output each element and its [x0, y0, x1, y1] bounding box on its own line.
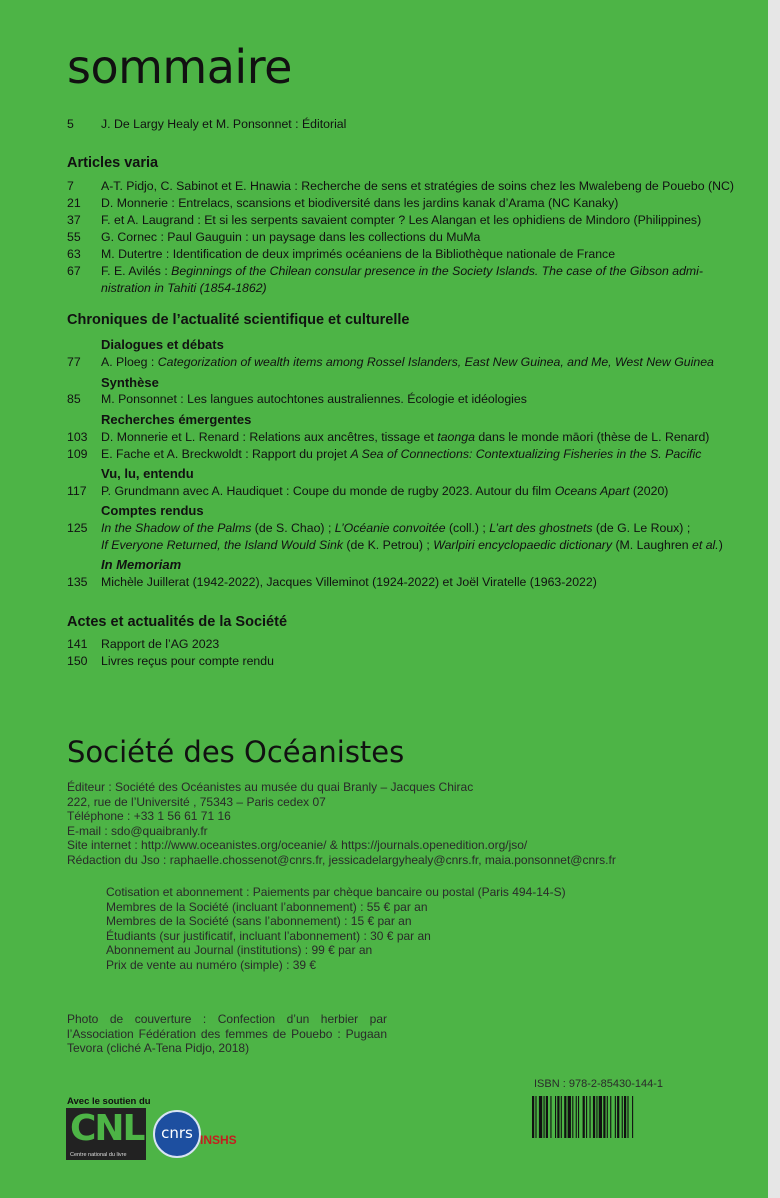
page-number: 63	[67, 247, 81, 261]
entry-text: M. Dutertre : Identification de deux imprimés océaniens de la Bibliothèque nationale de France	[101, 247, 616, 261]
entry-text: D. Monnerie et L. Renard : Relations aux ancêtres, tissage et taonga dans le monde māori (thèse de L. Renard)	[101, 430, 710, 444]
entry-text: A. Ploeg : Categorization of wealth items among Rossel Islanders, East New Guinea, and Me, West New Guinea	[101, 355, 714, 369]
fee-line: Étudiants (sur justificatif, incluant l’abonnement) : 30 € par an	[106, 928, 431, 943]
subheading-vu: Vu, lu, entendu	[101, 466, 194, 481]
page-number: 150	[67, 654, 88, 668]
subheading-synthese: Synthèse	[101, 375, 159, 390]
page-number: 67	[67, 264, 81, 278]
entry-text: D. Monnerie : Entrelacs, scansions et biodiversité dans les jardins kanak d’Arama (NC Kanaky)	[101, 196, 619, 210]
page-number: 135	[67, 575, 88, 589]
page-number: 55	[67, 230, 81, 244]
barcode-bar	[632, 1096, 633, 1138]
barcode-bar	[590, 1096, 591, 1138]
section-heading-articles: Articles varia	[67, 155, 159, 171]
page-number: 5	[67, 117, 74, 131]
fee-line: Membres de la Société (sans l’abonnement) : 15 € par an	[106, 914, 412, 928]
barcode-bar	[593, 1096, 595, 1138]
fee-line: Abonnement au Journal (institutions) : 99 € par an	[106, 943, 373, 957]
subheading-memoriam: In Memoriam	[101, 557, 182, 572]
entry-text: M. Ponsonnet : Les langues autochtones australiennes. Écologie et idéologies	[101, 392, 527, 406]
info-line: Éditeur : Société des Océanistes au musée du quai Branly – Jacques Chirac	[67, 780, 474, 794]
page-number: 141	[67, 637, 88, 651]
page-number: 109	[67, 447, 88, 461]
barcode-bar	[578, 1096, 579, 1138]
barcode-bar	[557, 1096, 559, 1138]
entry-text: P. Grundmann avec A. Haudiquet : Coupe du monde de rugby 2023. Autour du film Oceans Apart (2020)	[101, 484, 669, 498]
entry-text: In the Shadow of the Palms (de S. Chao) ; L’Océanie convoitée (coll.) ; L’art des ghostnets (de G. Le Roux) ;	[101, 521, 691, 535]
entry-text: A-T. Pidjo, C. Sabinot et E. Hnawia : Recherche de sens et stratégies de soins chez les Mwalebeng de Pouebo (NC)	[101, 179, 734, 193]
support-label: Avec le soutien du	[67, 1096, 151, 1107]
info-line: Rédaction du Jso : raphaelle.chossenot@cnrs.fr, jessicadelargyhealy@cnrs.fr, maia.ponsonnet@cnrs.fr	[67, 852, 616, 867]
barcode-bar	[624, 1096, 626, 1138]
barcode-bar	[596, 1096, 597, 1138]
page-number: 37	[67, 213, 81, 227]
inshs-logo: INSHS	[200, 1133, 237, 1147]
cnrs-logo: cnrs	[153, 1110, 201, 1158]
subheading-comptes: Comptes rendus	[101, 503, 204, 518]
page-number: 117	[67, 484, 87, 498]
entry-text: F. et A. Laugrand : Et si les serpents savaient compter ? Les Alangan et les ophidiens de Mindoro (Philippines)	[101, 213, 702, 227]
barcode-bar	[627, 1096, 628, 1138]
page-number: 77	[67, 355, 81, 369]
info-line: E-mail : sdo@quaibranly.fr	[67, 823, 208, 838]
info-line: 222, rue de l’Université , 75343 – Paris cedex 07	[67, 794, 326, 809]
barcode-bar	[550, 1096, 551, 1138]
barcode	[532, 1096, 672, 1138]
entry-text: Rapport de l’AG 2023	[101, 637, 220, 651]
entry-text: E. Fache et A. Breckwoldt : Rapport du projet A Sea of Connections: Contextualizing Fisheries in the S. Pacific	[101, 447, 702, 461]
barcode-bar	[544, 1096, 545, 1138]
page-number: 21	[67, 196, 81, 210]
info-line: Site internet : http://www.oceanistes.org/oceanie/ & https://journals.openedition.org/jso/	[67, 838, 528, 852]
subheading-dialogues: Dialogues et débats	[101, 337, 224, 352]
barcode-bar	[535, 1096, 536, 1138]
fee-line: Cotisation et abonnement : Paiements par chèque bancaire ou postal (Paris 494-14-S)	[106, 885, 566, 899]
barcode-bar	[610, 1096, 611, 1138]
barcode-bar	[546, 1096, 548, 1138]
cnl-logo: CNL Centre national du livre	[66, 1108, 146, 1160]
subheading-recherches: Recherches émergentes	[101, 412, 252, 427]
page-number: 103	[67, 430, 88, 444]
barcode-bar	[586, 1096, 587, 1138]
entry-text: G. Cornec : Paul Gauguin : un paysage dans les collections du MuMa	[101, 230, 481, 244]
isbn: ISBN : 978-2-85430-144-1	[534, 1078, 664, 1090]
entry-text: F. E. Avilés : Beginnings of the Chilean consular presence in the Society Islands. The case of the Gibson admi- nistration in Tahiti (1854-1862)	[101, 264, 703, 295]
cover-photo-credit: Photo de couverture : Confection d’un herbier par l’Association Fédération des femmes de Pouebo : Pugaan Tevora (cliché A-Tena Pidjo, 2018)	[67, 1012, 387, 1055]
entry-text: If Everyone Returned, the Island Would Sink (de K. Petrou) ; Warlpiri encyclopaedic dictionary (M. Laughren et al.)	[101, 538, 723, 552]
barcode-bar	[603, 1096, 605, 1138]
barcode-bar	[568, 1096, 571, 1138]
page-number: 125	[67, 521, 88, 535]
barcode-bar	[532, 1096, 534, 1138]
barcode-bar	[615, 1096, 616, 1138]
barcode-bar	[617, 1096, 619, 1138]
fee-line: Membres de la Société (incluant l’abonnement) : 55 € par an	[106, 899, 428, 914]
publisher-info	[67, 780, 616, 867]
society-name: Société des Océanistes	[67, 735, 405, 769]
section-heading-chroniques: Chroniques de l’actualité scientifique et culturelle	[67, 312, 410, 328]
page-number: 7	[67, 179, 74, 193]
barcode-bar	[564, 1096, 566, 1138]
section-heading-actes: Actes et actualités de la Société	[67, 614, 288, 630]
entry-text: Livres reçus pour compte rendu	[101, 654, 274, 668]
barcode-bar	[599, 1096, 602, 1138]
page-edge	[768, 0, 780, 1198]
entry-text: Michèle Juillerat (1942-2022), Jacques Villeminot (1924-2022) et Joël Viratelle (1963-2022)	[101, 575, 597, 589]
barcode-bar	[561, 1096, 562, 1138]
fee-line: Prix de vente au numéro (simple) : 39 €	[106, 957, 317, 972]
subscription-fees	[106, 885, 566, 972]
barcode-bar	[539, 1096, 542, 1138]
barcode-bar	[622, 1096, 623, 1138]
barcode-bar	[555, 1096, 556, 1138]
barcode-bar	[572, 1096, 573, 1138]
barcode-bar	[583, 1096, 585, 1138]
info-line: Téléphone : +33 1 56 61 71 16	[67, 809, 231, 823]
entry-text: J. De Largy Healy et M. Ponsonnet : Éditorial	[101, 117, 347, 131]
page-title: sommaire	[67, 40, 292, 94]
barcode-bar	[576, 1096, 577, 1138]
barcode-bar	[607, 1096, 608, 1138]
page-number: 85	[67, 392, 81, 406]
